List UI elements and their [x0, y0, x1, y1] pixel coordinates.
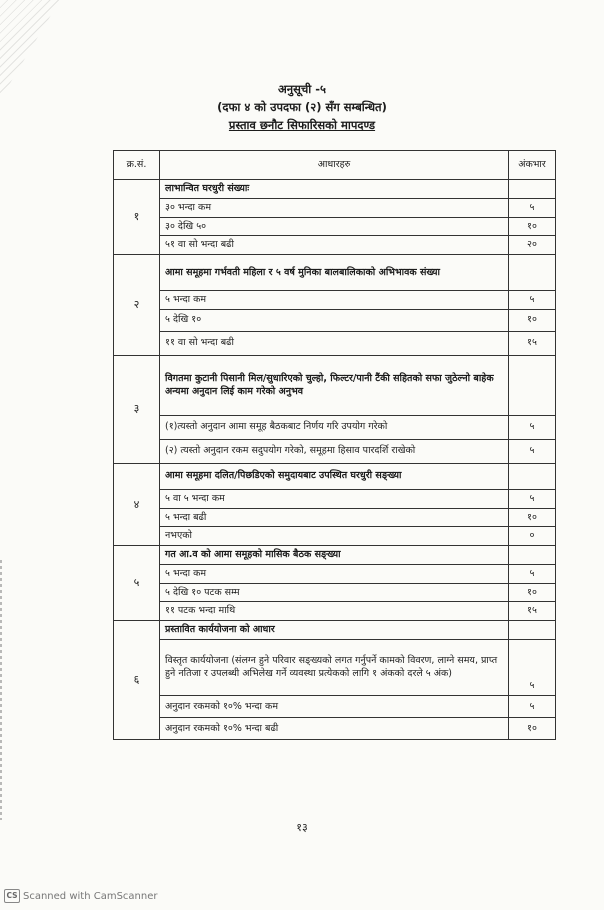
- marks-empty-cell: [509, 355, 556, 415]
- table-group-title-row: [114, 463, 556, 489]
- annex-reference: (दफा ४ को उपदफा (२) सँग सम्बन्धित): [217, 100, 387, 114]
- serial-number: ४: [114, 463, 160, 545]
- marks-value: ५: [509, 695, 556, 717]
- table-group-title-row: [114, 255, 556, 291]
- table-header-row: [114, 151, 556, 180]
- criterion-option: अनुदान रकमको १०% भन्दा बढी: [160, 717, 509, 739]
- marks-value: १५: [509, 331, 556, 355]
- marks-value: ५: [509, 564, 556, 583]
- serial-number: २: [114, 255, 160, 356]
- marks-value: १५: [509, 602, 556, 621]
- serial-number: ३: [114, 355, 160, 463]
- table-row: [114, 639, 556, 695]
- marks-empty-cell: [509, 546, 556, 565]
- table-row: [114, 602, 556, 621]
- marks-value: २०: [509, 236, 556, 255]
- serial-number: ५: [114, 546, 160, 621]
- marks-value: १०: [509, 309, 556, 331]
- table-group-title-row: [114, 355, 556, 415]
- table-row: [114, 489, 556, 508]
- column-header-marks: अंकभार: [509, 151, 556, 180]
- marks-empty-cell: [509, 180, 556, 199]
- criterion-option: ५ भन्दा कम: [160, 564, 509, 583]
- column-header-criteria: आधारहरु: [160, 151, 509, 180]
- table-row: [114, 508, 556, 527]
- scanner-watermark: [4, 889, 158, 903]
- table-row: [114, 291, 556, 310]
- page-number: १३: [296, 821, 308, 834]
- criterion-option: ५ भन्दा बढी: [160, 508, 509, 527]
- marks-value: ५: [509, 639, 556, 695]
- marks-empty-cell: [509, 255, 556, 291]
- table-group-title-row: [114, 621, 556, 640]
- criterion-option: ५ वा ५ भन्दा कम: [160, 489, 509, 508]
- table-row: [114, 198, 556, 217]
- criterion-option: ११ पटक भन्दा माथि: [160, 602, 509, 621]
- criterion-option: नभएको: [160, 527, 509, 546]
- criterion-option: ११ वा सो भन्दा बढी: [160, 331, 509, 355]
- table-row: [114, 309, 556, 331]
- criterion-heading: प्रस्तावित कार्ययोजना को आधार: [160, 621, 509, 640]
- annex-title: अनुसूची -५: [278, 82, 326, 96]
- criteria-table: [113, 150, 556, 740]
- criterion-heading: आमा समूहमा दलित/पिछडिएको समुदायबाट उपस्थित घरधुरी सङ्ख्या: [160, 463, 509, 489]
- serial-number: १: [114, 180, 160, 255]
- table-row: [114, 415, 556, 439]
- table-row: [114, 217, 556, 236]
- table-row: [114, 331, 556, 355]
- table-row: [114, 564, 556, 583]
- criterion-option: ५ भन्दा कम: [160, 291, 509, 310]
- scan-edge-artifact: [0, 560, 2, 820]
- marks-value: १०: [509, 583, 556, 602]
- criterion-option: (२) त्यस्तो अनुदान रकम सदुपयोग गरेको, समूहमा हिसाव पारदर्शि राखेको: [160, 439, 509, 463]
- criterion-option: विस्तृत कार्ययोजना (संलग्न हुने परिवार सङ्ख्यको लगत गर्नुपर्ने कामको विवरण, लाग्ने समय, प्राप्त हुने नतिजा र उपलब्धी अभिलेख गर्ने व्यवस्था प्रत्येकको लागि १ अंकको दरले ५ अंक): [160, 639, 509, 695]
- criterion-option: (१)त्यस्तो अनुदान आमा समूह बैठकबाट निर्णय गरि उपयोग गरेको: [160, 415, 509, 439]
- table-group-title-row: [114, 180, 556, 199]
- criterion-option: ३० देखि ५०: [160, 217, 509, 236]
- criterion-option: ५१ वा सो भन्दा बढी: [160, 236, 509, 255]
- criterion-option: अनुदान रकमको १०% भन्दा कम: [160, 695, 509, 717]
- marks-value: ५: [509, 198, 556, 217]
- marks-value: ५: [509, 291, 556, 310]
- marks-value: ५: [509, 489, 556, 508]
- criterion-option: ३० भन्दा कम: [160, 198, 509, 217]
- table-row: [114, 527, 556, 546]
- table-group-title-row: [114, 546, 556, 565]
- column-header-sn: क्र.सं.: [114, 151, 160, 180]
- marks-empty-cell: [509, 463, 556, 489]
- criterion-heading: आमा समूहमा गर्भवती महिला र ५ वर्ष मुनिका बालबालिकाको अभिभावक संख्या: [160, 255, 509, 291]
- serial-number: ६: [114, 621, 160, 740]
- table-row: [114, 583, 556, 602]
- marks-value: ५: [509, 439, 556, 463]
- table-row: [114, 236, 556, 255]
- criterion-heading: लाभान्वित घरधुरी संख्याः: [160, 180, 509, 199]
- scanner-watermark-text: Scanned with CamScanner: [23, 890, 158, 902]
- table-row: [114, 439, 556, 463]
- marks-value: १०: [509, 717, 556, 739]
- camscanner-logo-icon: CS: [4, 889, 20, 903]
- criterion-option: ५ देखि १० पटक सम्म: [160, 583, 509, 602]
- criterion-option: ५ देखि १०: [160, 309, 509, 331]
- criterion-heading: विगतमा कुटानी पिसानी मिल/सुधारिएको चुल्हो, फिल्टर/पानी टैंकी सहितको सफा जुठेल्नो बाहेक अन्यमा अनुदान लिई काम गरेको अनुभव: [160, 355, 509, 415]
- criterion-heading: गत आ.व को आमा समूहको मासिक बैठक सङ्ख्या: [160, 546, 509, 565]
- annex-subtitle: प्रस्ताव छनौट सिफारिसको मापदण्ड: [228, 118, 376, 132]
- marks-value: १०: [509, 217, 556, 236]
- table-row: [114, 695, 556, 717]
- marks-value: १०: [509, 508, 556, 527]
- marks-value: ५: [509, 415, 556, 439]
- marks-value: ०: [509, 527, 556, 546]
- marks-empty-cell: [509, 621, 556, 640]
- table-row: [114, 717, 556, 739]
